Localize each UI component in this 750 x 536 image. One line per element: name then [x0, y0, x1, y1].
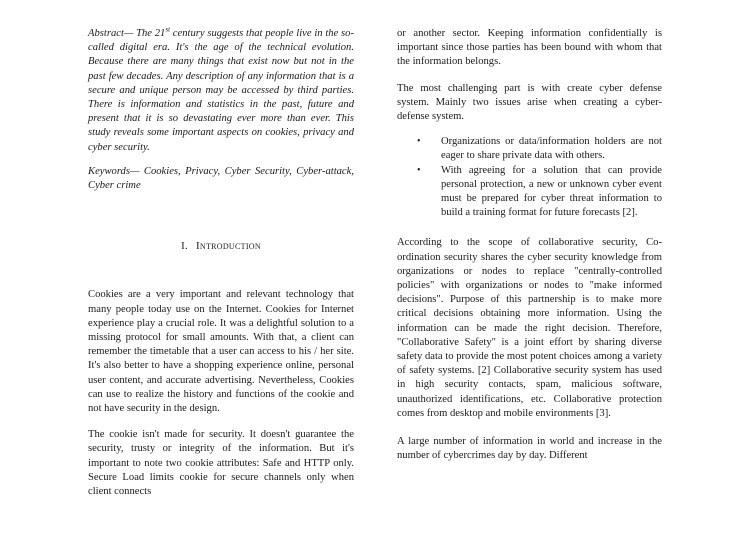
bullet-item: [417, 135, 662, 163]
section-number: I.: [181, 240, 188, 253]
abstract: [88, 27, 354, 155]
keywords-text: Cookies, Privacy, Cyber Security, Cyber-attack, Cyber crime: [88, 165, 354, 192]
left-column: [88, 27, 354, 499]
abstract-text-start: The 21: [133, 28, 166, 39]
abstract-superscript: st: [165, 25, 171, 34]
bullet-symbol: •: [417, 164, 421, 176]
section-title: Introduction: [195, 240, 261, 253]
right-paragraph-1: or another sector. Keeping information confidentially is important since those parties has been bound with whom that the information belongs.: [397, 28, 662, 68]
bullet-item: [417, 164, 662, 221]
keywords: [88, 165, 354, 193]
intro-paragraph-2: The cookie isn't made for security. It doesn't guarantee the security, trusty or integrity of the information. But it's important to note two cookie attributes: Safe and HTTP only. Secure Load limits cookie for secure channels only when client connects: [88, 429, 354, 498]
intro-paragraph-1: Cookies are a very important and relevant technology that many people today use on the Internet. Cookies for Internet experience play a crucial role. It was a delightful solution to a missing protocol for small amounts. With that, a client can remember the timetable that a user can access to his / her site. It's also better to have a shopping experience online, personal user content, and accurate advertising. Nevertheless, Cookies can use to realize the history and functions of the cookie and not have security in the design.: [88, 289, 354, 415]
keywords-label: Keywords—: [88, 165, 140, 177]
right-paragraph-3: According to the scope of collaborative security, Co-ordination security shares the cyber security knowledge from organizations or nodes to replace "centrally-controlled policies" with organizations or nodes to "make informed decisions". Purpose of this partnership is to make more critical decisions obtaining more information. Using the information can be made the right decision. Therefore, "Collaborative Safety" is a joint effort by sharing diverse safety data to provide the most potent choices among a variety of safety systems. [2] Collaborative security system has used in high security contacts, spam, malicious software, unauthorized identifications, etc. Collaborative protection comes from desktop and mobile environments [3].: [397, 237, 662, 419]
right-paragraph-4: A large number of information in world and increase in the number of cybercrimes day by day. Different: [397, 436, 662, 462]
bullet-list: [397, 135, 662, 220]
bullet-text: With agreeing for a solution that can provide personal protection, a new or unknown cyber event must be prepared for cyber threat information to build a training format for future forecasts [2].: [441, 164, 662, 219]
abstract-text: century suggests that people live in the so-called digital era. It's the age of the technical evolution. Because there are many things that exist now but not in the past few decades. Any description of any information that is a secure and unique person may be accessed by third parties. There is information and statistics in the past, future and present that it is so devastating ever more than ever. This study reveals some important aspects on cookies, privacy and cyber security.: [88, 28, 355, 153]
right-column: [397, 27, 662, 463]
section-heading: [88, 239, 354, 253]
bullet-symbol: •: [417, 136, 421, 148]
abstract-label: Abstract—: [88, 28, 134, 39]
bullet-text: Organizations or data/information holders are not eager to share private data with others.: [441, 136, 662, 162]
right-paragraph-2: The most challenging part is with create cyber defense system. Mainly two issues arise when creating a cyber-defense system.: [397, 82, 662, 123]
